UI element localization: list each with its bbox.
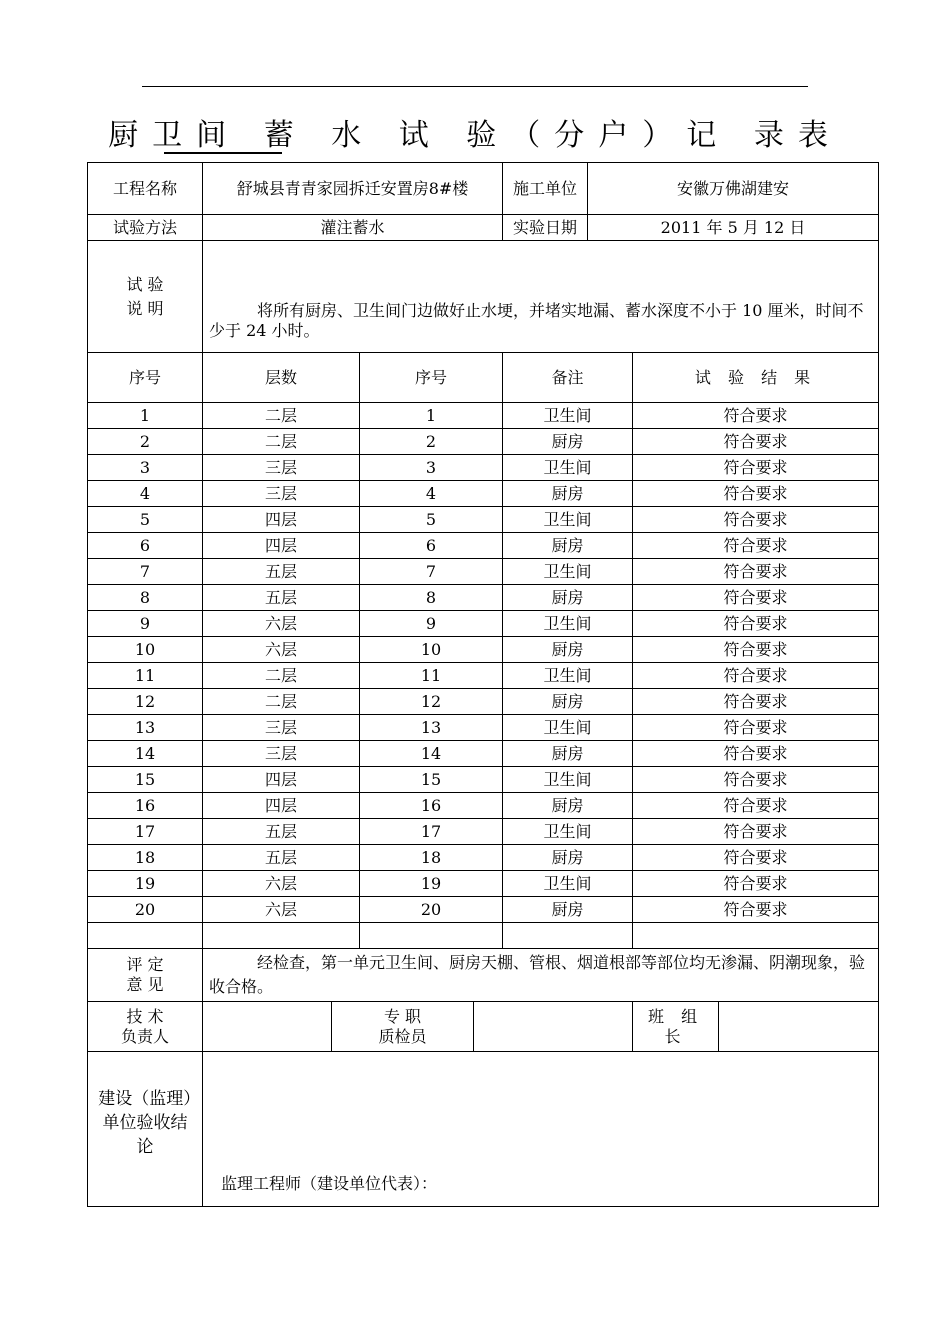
row-result: 符合要求 [633,403,879,429]
row-index-2: 9 [360,611,503,637]
description-label [88,241,203,353]
table-row [88,793,879,819]
row-remark: 厨房 [503,637,633,663]
date-value: 2011 年 5 月 12 日 [588,215,879,241]
row-floor: 五层 [203,559,360,585]
contractor-label: 施工单位 [503,163,588,215]
row-result: 符合要求 [633,819,879,845]
table-row [88,767,879,793]
qc-line2: 质检员 [378,1026,427,1046]
row-index: 16 [88,793,203,819]
row-index: 15 [88,767,203,793]
table-row [88,585,879,611]
row-index-2: 7 [360,559,503,585]
row-result: 符合要求 [633,533,879,559]
row-remark: 卫生间 [503,455,633,481]
method-label: 试验方法 [88,215,203,241]
description-label-line2: 说 明 [126,298,164,318]
row-result: 符合要求 [633,663,879,689]
row-index-2: 19 [360,871,503,897]
row-result: 符合要求 [633,741,879,767]
table-row [88,429,879,455]
row-result: 符合要求 [633,455,879,481]
row-floor: 二层 [203,403,360,429]
evaluation-label [88,949,203,1002]
description-paragraph: 将所有厨房、卫生间门边做好止水埂，并堵实地漏、蓄水深度不小于 10 厘米，时间不少于 24 小时。 [209,301,864,340]
row-result: 符合要求 [633,481,879,507]
table-row [88,689,879,715]
row-remark: 厨房 [503,897,633,923]
qc-signature [474,1002,633,1052]
evaluation-label-line2: 意 见 [126,975,164,994]
table-row [88,455,879,481]
table-row [88,481,879,507]
row-remark: 卫生间 [503,559,633,585]
evaluation-text [203,949,879,1002]
row-index: 17 [88,819,203,845]
blank-cell [203,923,360,949]
row-index-2: 5 [360,507,503,533]
row-index-2: 8 [360,585,503,611]
blank-cell [633,923,879,949]
tech-lead-label [88,1002,203,1052]
row-result: 符合要求 [633,897,879,923]
row-index-2: 15 [360,767,503,793]
row-result: 符合要求 [633,637,879,663]
row-index: 18 [88,845,203,871]
row-index-2: 4 [360,481,503,507]
row-remark: 厨房 [503,689,633,715]
row-index-2: 12 [360,689,503,715]
row-remark: 卫生间 [503,507,633,533]
blank-cell [88,923,203,949]
method-value: 灌注蓄水 [203,215,503,241]
row-index: 6 [88,533,203,559]
qc-label [332,1002,474,1052]
blank-cell [503,923,633,949]
row-remark: 卫生间 [503,663,633,689]
data-rows [88,403,879,923]
table-row [88,559,879,585]
row-floor: 二层 [203,689,360,715]
table-row [88,819,879,845]
row-result: 符合要求 [633,611,879,637]
row-result: 符合要求 [633,715,879,741]
row-remark: 厨房 [503,585,633,611]
evaluation-label-line1: 评 定 [126,955,164,974]
row-index-2: 2 [360,429,503,455]
row-remark: 卫生间 [503,715,633,741]
table-row [88,715,879,741]
row-remark: 卫生间 [503,767,633,793]
row-floor: 三层 [203,741,360,767]
description-label-line1: 试 验 [126,274,164,294]
table-row [88,403,879,429]
contractor-value: 安徽万佛湖建安 [588,163,879,215]
row-result: 符合要求 [633,871,879,897]
row-index: 8 [88,585,203,611]
row-remark: 厨房 [503,533,633,559]
title-underline [164,152,282,154]
table-row [88,637,879,663]
conclusion-sign-text: 监理工程师（建设单位代表）： [203,1052,879,1207]
description-text [203,241,879,353]
table-row [88,741,879,767]
row-index-2: 14 [360,741,503,767]
header-index: 序号 [88,353,203,403]
row-index-2: 6 [360,533,503,559]
row-result: 符合要求 [633,689,879,715]
row-floor: 四层 [203,533,360,559]
row-index-2: 1 [360,403,503,429]
tech-lead-line1: 技 术 [126,1006,164,1026]
row-index-2: 3 [360,455,503,481]
header-remark: 备注 [503,353,633,403]
blank-cell [360,923,503,949]
project-label: 工程名称 [88,163,203,215]
row-index-2: 17 [360,819,503,845]
row-index-2: 11 [360,663,503,689]
row-floor: 六层 [203,611,360,637]
row-floor: 四层 [203,767,360,793]
conclusion-label-text: 建设（监理）单位验收结论 [98,1089,192,1157]
row-index: 13 [88,715,203,741]
header-rule [142,86,808,87]
qc-line1: 专 职 [383,1006,422,1026]
record-form [87,162,879,1207]
table-row [88,897,879,923]
row-index: 7 [88,559,203,585]
row-floor: 三层 [203,715,360,741]
row-result: 符合要求 [633,585,879,611]
row-floor: 四层 [203,793,360,819]
table-row [88,533,879,559]
row-index-2: 10 [360,637,503,663]
row-floor: 五层 [203,585,360,611]
row-index: 10 [88,637,203,663]
row-index: 9 [88,611,203,637]
row-index-2: 13 [360,715,503,741]
row-result: 符合要求 [633,559,879,585]
row-result: 符合要求 [633,793,879,819]
row-remark: 厨房 [503,741,633,767]
date-label: 实验日期 [503,215,588,241]
page-title: 厨卫间 蓄 水 试 验（分户）记 录表 [108,118,842,153]
row-index: 3 [88,455,203,481]
row-floor: 三层 [203,481,360,507]
evaluation-paragraph: 经检查，第一单元卫生间、厨房天棚、管根、烟道根部等部位均无渗漏、阴潮现象，验收合格。 [209,953,866,996]
header-result: 试 验 结 果 [633,353,879,403]
row-index: 4 [88,481,203,507]
table-row [88,663,879,689]
row-index: 19 [88,871,203,897]
row-result: 符合要求 [633,767,879,793]
row-result: 符合要求 [633,429,879,455]
row-index: 20 [88,897,203,923]
team-leader-signature [719,1002,879,1052]
row-floor: 六层 [203,871,360,897]
row-floor: 二层 [203,663,360,689]
row-index: 14 [88,741,203,767]
row-remark: 卫生间 [503,611,633,637]
table-row [88,871,879,897]
row-remark: 厨房 [503,429,633,455]
row-remark: 厨房 [503,845,633,871]
table-row [88,507,879,533]
conclusion-label [88,1052,203,1207]
row-remark: 卫生间 [503,403,633,429]
row-index-2: 18 [360,845,503,871]
row-floor: 六层 [203,897,360,923]
project-value: 舒城县青青家园拆迁安置房8#楼 [203,163,503,215]
row-floor: 二层 [203,429,360,455]
row-floor: 五层 [203,845,360,871]
row-floor: 三层 [203,455,360,481]
row-index-2: 16 [360,793,503,819]
row-index: 12 [88,689,203,715]
row-index: 2 [88,429,203,455]
row-remark: 厨房 [503,481,633,507]
tech-lead-line2: 负责人 [120,1026,169,1046]
row-remark: 卫生间 [503,871,633,897]
table-row [88,845,879,871]
header-index-2: 序号 [360,353,503,403]
row-index: 5 [88,507,203,533]
tech-lead-signature [203,1002,332,1052]
team-leader-label: 班 组 长 [633,1002,719,1052]
row-result: 符合要求 [633,845,879,871]
row-floor: 六层 [203,637,360,663]
header-floor: 层数 [203,353,360,403]
row-index-2: 20 [360,897,503,923]
row-floor: 四层 [203,507,360,533]
table-row [88,611,879,637]
row-index: 11 [88,663,203,689]
row-index: 1 [88,403,203,429]
row-remark: 卫生间 [503,819,633,845]
row-result: 符合要求 [633,507,879,533]
row-remark: 厨房 [503,793,633,819]
row-floor: 五层 [203,819,360,845]
